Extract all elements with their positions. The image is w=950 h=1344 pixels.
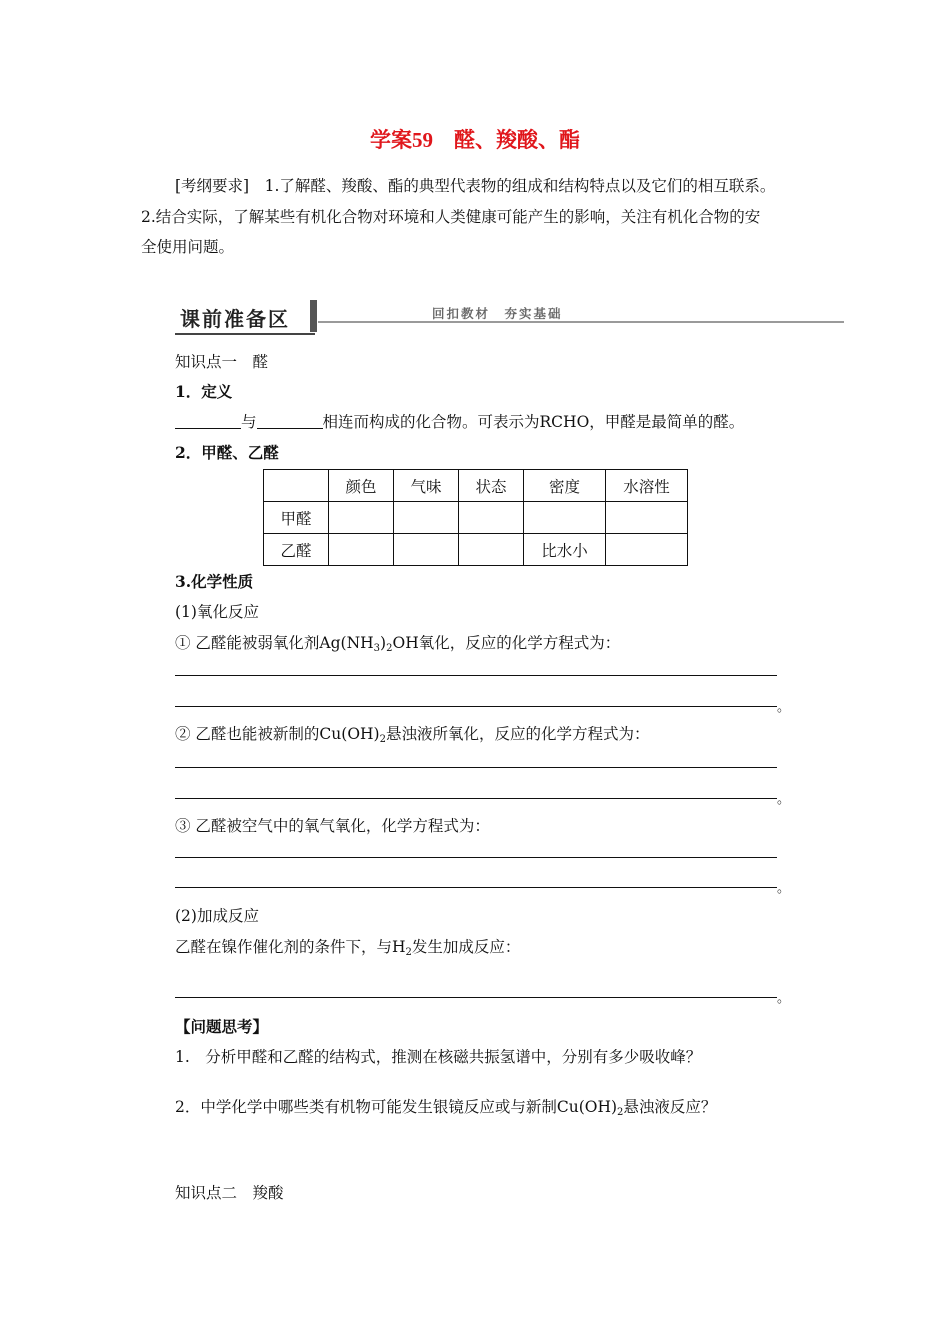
table-cell: 乙醛 — [264, 534, 329, 566]
period: 。 — [777, 881, 791, 896]
answer-line[interactable] — [175, 675, 777, 676]
requirements-line-2: 2.结合实际，了解某些有机化合物对环境和人类健康可能产生的影响，关注有机化合物的安 — [141, 208, 761, 226]
table-cell: 甲醛 — [264, 502, 329, 534]
banner-title: 课前准备区 — [180, 307, 290, 331]
requirements-line-3: 全使用问题。 — [141, 238, 235, 256]
answer-line[interactable] — [175, 798, 777, 799]
table-header-cell: 密度 — [524, 470, 606, 502]
answer-line[interactable] — [175, 767, 777, 768]
table-header-cell: 水溶性 — [606, 470, 688, 502]
banner-underline — [175, 333, 315, 335]
table-header-cell: 状态 — [459, 470, 524, 502]
definition-heading: 1．定义 — [175, 382, 233, 401]
k1-heading: 知识点一 醛 — [175, 353, 269, 371]
table-header-cell: 气味 — [394, 470, 459, 502]
period: 。 — [777, 792, 791, 807]
table-header-cell — [264, 470, 329, 502]
fill-blank[interactable] — [175, 412, 241, 429]
requirements-label: [考纲要求] — [175, 177, 250, 195]
question-2: ② 乙醛也能被新制的$Cu(OH)_2$悬浊液所氧化，反应的化学方程式为： — [175, 725, 650, 745]
aldehyde-table — [263, 469, 688, 566]
k2-heading: 知识点二 羧酸 — [175, 1184, 284, 1202]
think-question-1: 1. 分析甲醛和乙醛的结构式，推测在核磁共振氢谱中，分别有多少吸收峰？ — [175, 1048, 702, 1066]
table-cell — [606, 502, 688, 534]
answer-line[interactable] — [175, 997, 777, 998]
table-header-cell: 颜色 — [329, 470, 394, 502]
addition-heading: (2)加成反应 — [175, 907, 259, 925]
oxidation-heading: (1)氧化反应 — [175, 603, 259, 621]
addition-text: 乙醛在镍作催化剂的条件下，与$H_2$发生加成反应： — [175, 938, 521, 958]
table-cell — [394, 534, 459, 566]
table-cell — [459, 502, 524, 534]
chem-heading: 3.化学性质 — [175, 572, 254, 591]
banner-divider — [310, 300, 317, 332]
period: 。 — [777, 700, 791, 715]
page-title: 学案59 醛、羧酸、酯 — [370, 128, 580, 152]
table-cell — [329, 502, 394, 534]
table-header-row — [264, 470, 688, 502]
question-1: ① 乙醛能被弱氧化剂$Ag(NH_3)_2OH$氧化，反应的化学方程式为： — [175, 634, 621, 654]
definition-text: 与 相连而构成的化合物。可表示为RCHO，甲醛是最简单的醛。 — [175, 410, 744, 432]
table-row — [264, 502, 688, 534]
table-heading: 2．甲醛、乙醛 — [175, 443, 279, 462]
question-3: ③ 乙醛被空气中的氧气氧化，化学方程式为： — [175, 817, 490, 835]
answer-line[interactable] — [175, 857, 777, 858]
table-cell — [606, 534, 688, 566]
table-cell — [329, 534, 394, 566]
fill-blank[interactable] — [257, 412, 323, 429]
think-heading: 【问题思考】 — [175, 1017, 269, 1036]
period: 。 — [777, 991, 791, 1006]
table-cell — [394, 502, 459, 534]
answer-line[interactable] — [175, 887, 777, 888]
table-cell: 比水小 — [524, 534, 606, 566]
table-cell — [459, 534, 524, 566]
banner-rule — [318, 321, 844, 323]
table-cell — [524, 502, 606, 534]
banner-subtitle: 回扣教材 夯实基础 — [432, 306, 563, 321]
answer-line[interactable] — [175, 706, 777, 707]
think-question-2: 2．中学化学中哪些类有机物可能发生银镜反应或与新制$Cu(OH)_2$悬浊液反应？ — [175, 1098, 717, 1118]
requirements-line-1: [考纲要求] 1.了解醛、羧酸、酯的典型代表物的组成和结构特点以及它们的相互联系。 — [175, 177, 776, 195]
table-row — [264, 534, 688, 566]
